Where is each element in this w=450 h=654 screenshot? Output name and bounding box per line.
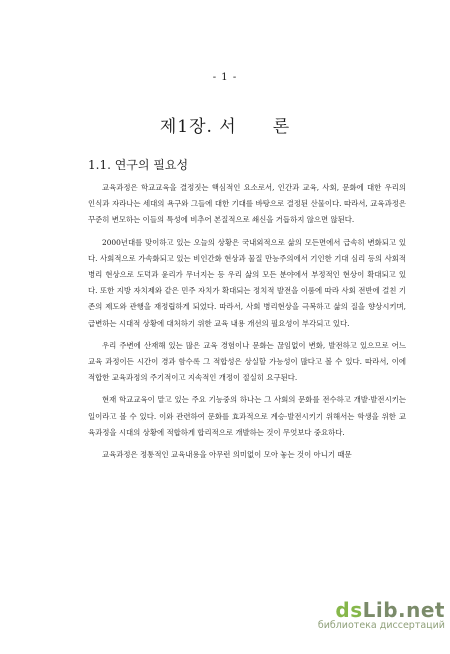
paragraph-1: 교육과정은 학교교육을 결정짓는 핵심적인 요소로서, 인간과 교육, 사회, 문화에 대한 우리의 인식과 자라나는 세대의 욕구와 그들에 대한 기대를 바탕으로 결정된 산물이다. 따라서, 교육과정은 꾸준히 변모하는 이들의 특성에 비추어 본질적으로 쇄신을 거듭하지 않으면 않된다. [88, 183, 406, 225]
watermark-subtitle: библиотека диссертаций [317, 620, 445, 631]
watermark [270, 598, 445, 631]
paragraph-3: 우리 주변에 산재해 있는 많은 교육 경험이나 문화는 끊임없이 변화, 발전하고 있으므로 어느 교육 과정이든 시간이 경과 함수록 그 적합성은 상실할 가능성이 많다고 볼 수 있다. 따라서, 이에 적합한 교육과정의 주기적이고 지속적인 개정이 절실히 요구된다. [88, 340, 406, 383]
paragraph-4: 현재 학교교육이 맡고 있는 주요 기능중의 하나는 그 사회의 문화를 전수하고 개발·발전시키는 일이라고 볼 수 있다. 이와 관련하여 문화를 효과적으로 계승·발전시키기 위해서는 학생을 위한 교육과정을 시대의 상황에 적합하게 합리적으로 개발하는 것이 무엇보다 중요하다. [88, 395, 406, 437]
paragraph-2: 2000년대를 맞이하고 있는 오늘의 상황은 국내외적으로 삶의 모든면에서 급속히 변화되고 있다. 사회적으로 가속화되고 있는 비인간화 현상과 물질 만능주의에서 기인한 기대 심리 등의 사회적 병리 현상으로 도덕과 윤리가 무너지는 등 우리 삶의 모든 분야에서 부정적인 현상이 확대되고 있다. 또한 지방 자치제와 같은 민주 자치가 확대되는 정치적 발전을 이룸에 따라 사회 전반에 걸친 기존의 제도와 관행을 재정립하게 되었다. 따라서, 사회 병리현상을 극복하고 삶의 질을 향상시키며, 급변하는 시대적 상황에 대처하기 위한 교육 내용 개선의 필요성이 부각되고 있다. [88, 237, 406, 328]
watermark-site-prefix: ds [335, 598, 363, 622]
paragraph-5: 교육과정은 정통적인 교육내용을 아무런 의미없이 모아 놓는 것이 아니기 때문 [102, 450, 352, 460]
watermark-site-suffix: Lib.net [362, 598, 445, 622]
watermark-site [270, 598, 445, 622]
body-text [88, 180, 406, 463]
chapter-title: 제1장. 서 론 [159, 117, 291, 137]
page-number: - 1 - [212, 72, 238, 83]
section-heading: 1.1. 연구의 필요성 [88, 158, 189, 172]
